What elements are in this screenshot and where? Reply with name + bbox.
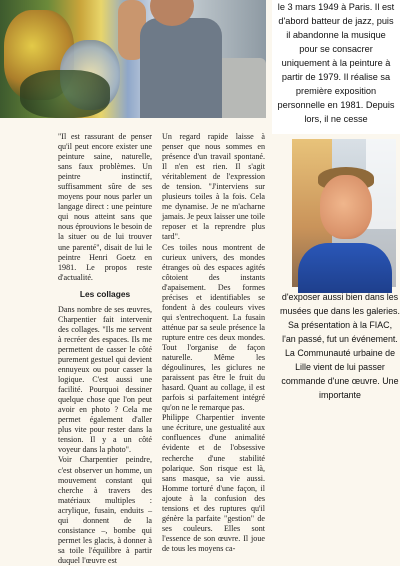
biography-column-bottom xyxy=(280,290,400,400)
man-torso xyxy=(140,18,222,118)
article-column-1 xyxy=(58,132,152,566)
artist-at-work-photo xyxy=(0,0,266,118)
article-paragraph: Ces toiles nous montrent de curieux univers, des mondes étranges où des espaces agités côtoient des instants d'apaisement. Des formes précises et identifiables se fondent à des couleurs vives qui s'entrechoquent. La fusain atténue par sa seule présence la rupture entre ces deux mondes. Tout l'organise de façon naturelle. Même les dégoulinures, les giclures ne paraissent pas être le fruit du hasard. Quant au collage, il est parfois si parfaitement intégré qu'on ne le remarque pas. xyxy=(162,242,265,413)
section-heading: Les collages xyxy=(79,288,131,299)
portrait-shirt xyxy=(298,243,392,293)
article-paragraph: Philippe Charpentier invente une écriture, une gestualité aux confluences d'une animalité évidente et de l'obsessive recherche d'une stabilité polarique. Son risque est là, sans masque, sa vie aussi. Homme torturé d'une façon, il ajoute à la confusion des tensions et des ruptures qu'il génère la parfaite "gestion" de ses couleurs. Elles sont l'essence de son œuvre. Il joue de tous les moyens ca- xyxy=(162,413,265,553)
painting-splash xyxy=(20,70,110,118)
article-column-2 xyxy=(162,132,265,554)
portrait-face xyxy=(320,175,372,239)
article-paragraph: Un regard rapide laisse à penser que nous sommes en présence d'un travail spontané. Il n'en est rien. Il s'agit véritablement de l'expression de tension. "J'interviens sur plusieurs toiles à la fois. Cela me dynamise. Je ne m'acharne jamais. Je peux laisser une toile reposer et la reprendre plus tard". xyxy=(162,132,265,242)
biography-text-top: le 3 mars 1949 à Paris. Il est d'abord batteur de jazz, puis il abandonne la musique pour se consacrer uniquement à la peinture à partir de 1979. Il réalise sa première exposition personnelle en 1981. Depuis lors, il ne cesse xyxy=(277,2,395,124)
article-paragraph: Voir Charpentier peindre, c'est observer un homme, un mouvement constant qui cherche à travers des matériaux multiples : acrylique, fusain, enduits – qui donnent de la consistance –, bombe qui permet les glacis, à donner à sa toile l'équilibre à partir duquel l'œuvre est xyxy=(58,455,152,565)
article-paragraph: "Il est rassurant de penser qu'il peut encore exister une peinture saine, naturelle, sans faux problèmes. Un peintre instinctif, suffisamment sûre de ses moyens pour nous parler un langage direct : une peinture qui nous atteint sans que nous éprouvions le besoin de la situer ou de lui trouver une parenté", disait de lui le peintre Henri Goetz en 1981. Le propos reste d'actualité. xyxy=(58,132,152,282)
artist-portrait-photo xyxy=(292,139,396,287)
article-paragraph: Dans nombre de ses œuvres, Charpentier fait intervenir des collages. "Ils me servent à recréer des espaces. Ils me permettent de casser le côté purement gestuel qui devient ennuyeux ou pour casser la logique. C'est aussi une facilité. Pourquoi dessiner quelque chose que l'on peut avoir en photo ? Cela me permet également d'aller plus vite pour rester dans la tension. Il y a un côté voyeur dans la photo". xyxy=(58,304,152,455)
biography-text-bottom: d'exposer aussi bien dans les musées que dans les galeries. Sa présentation à la FIAC, l'an passé, fut un événement. La Communauté urbaine de Lille vient de lui passer commande d'une œuvre. Une importante xyxy=(280,292,400,400)
biography-column-top xyxy=(272,0,400,134)
